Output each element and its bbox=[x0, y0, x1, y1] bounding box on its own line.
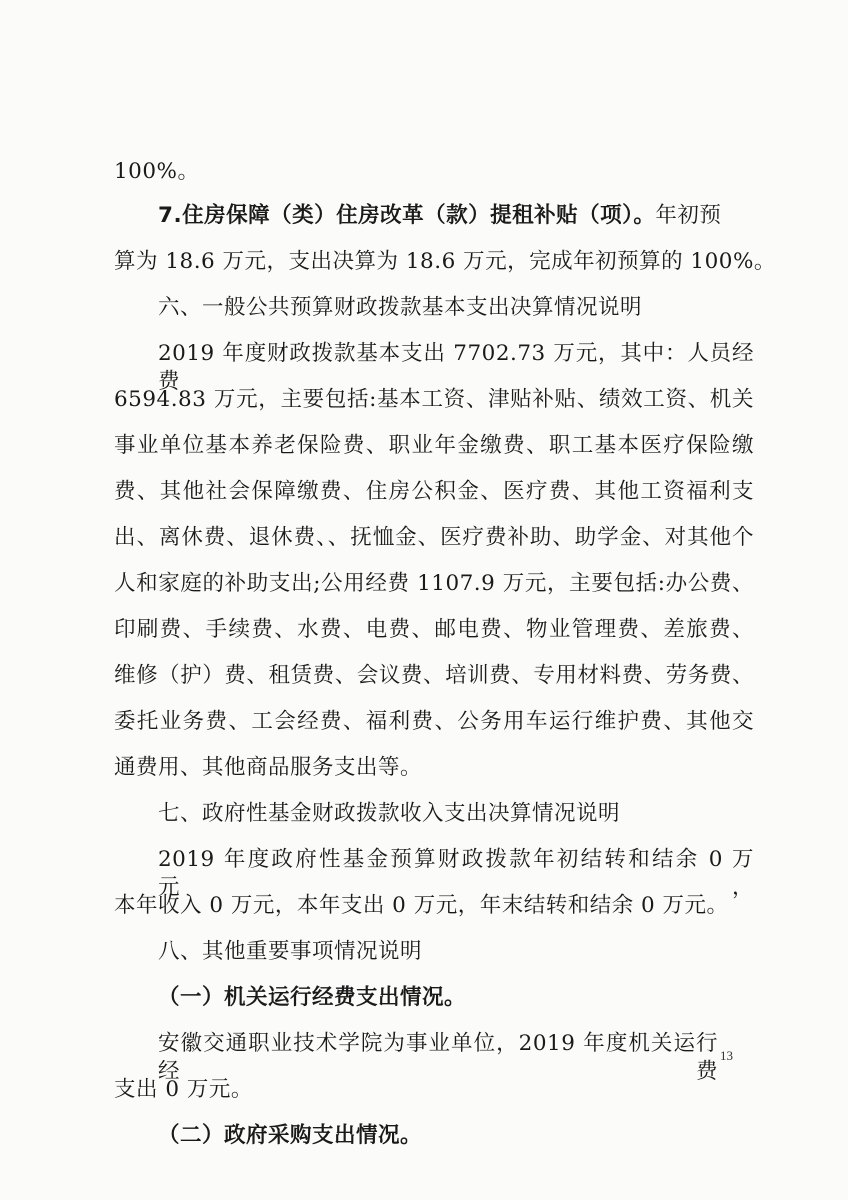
section-heading: 六、一般公共预算财政拨款基本支出决算情况说明 bbox=[158, 295, 643, 320]
text-line: 100%。 bbox=[114, 159, 200, 184]
text-line: 事业单位基本养老保险费、职业年金缴费、职工基本医疗保险缴 bbox=[114, 433, 754, 458]
section-line bbox=[158, 202, 758, 230]
text-line: 人和家庭的补助支出;公用经费 1107.9 万元，主要包括:办公费、 bbox=[114, 571, 754, 596]
section-heading: 七、政府性基金财政拨款收入支出决算情况说明 bbox=[158, 801, 621, 826]
text-line: 2019 年度政府性基金预算财政拨款年初结转和结余 0 万元， bbox=[158, 847, 754, 900]
item-text: 年初预 bbox=[655, 203, 722, 228]
text-line: 2019 年度财政拨款基本支出 7702.73 万元，其中：人员经费 bbox=[158, 341, 754, 394]
text-line: 委托业务费、工会经费、福利费、公务用车运行维护费、其他交 bbox=[114, 709, 754, 734]
text-line: 印刷费、手续费、水费、电费、邮电费、物业管理费、差旅费、 bbox=[114, 617, 754, 642]
text-line: 6594.83 万元，主要包括:基本工资、津贴补贴、绩效工资、机关 bbox=[114, 387, 754, 412]
text-line: 支出 0 万元。 bbox=[114, 1077, 253, 1102]
text-line: 费、其他社会保障缴费、住房公积金、医疗费、其他工资福利支 bbox=[114, 479, 754, 504]
subsection-heading: （一）机关运行经费支出情况。 bbox=[158, 985, 467, 1010]
section-heading: 八、其他重要事项情况说明 bbox=[158, 939, 423, 964]
text-line: 安徽交通职业技术学院为事业单位，2019 年度机关运行经费 bbox=[158, 1031, 718, 1084]
item-heading: 7.住房保障（类）住房改革（款）提租补贴（项）。 bbox=[158, 203, 656, 228]
text-line: 算为 18.6 万元，支出决算为 18.6 万元，完成年初预算的 100%。 bbox=[114, 249, 776, 274]
text-line: 本年收入 0 万元，本年支出 0 万元，年末结转和结余 0 万元。 bbox=[114, 893, 729, 918]
page-number: 13 bbox=[720, 1048, 733, 1063]
text-line: 维修（护）费、租赁费、会议费、培训费、专用材料费、劳务费、 bbox=[114, 663, 754, 688]
text-line: 通费用、其他商品服务支出等。 bbox=[114, 755, 423, 780]
text-line: 出、离休费、退休费、、抚恤金、医疗费补助、助学金、对其他个 bbox=[114, 525, 754, 550]
subsection-heading: （二）政府采购支出情况。 bbox=[158, 1123, 423, 1148]
